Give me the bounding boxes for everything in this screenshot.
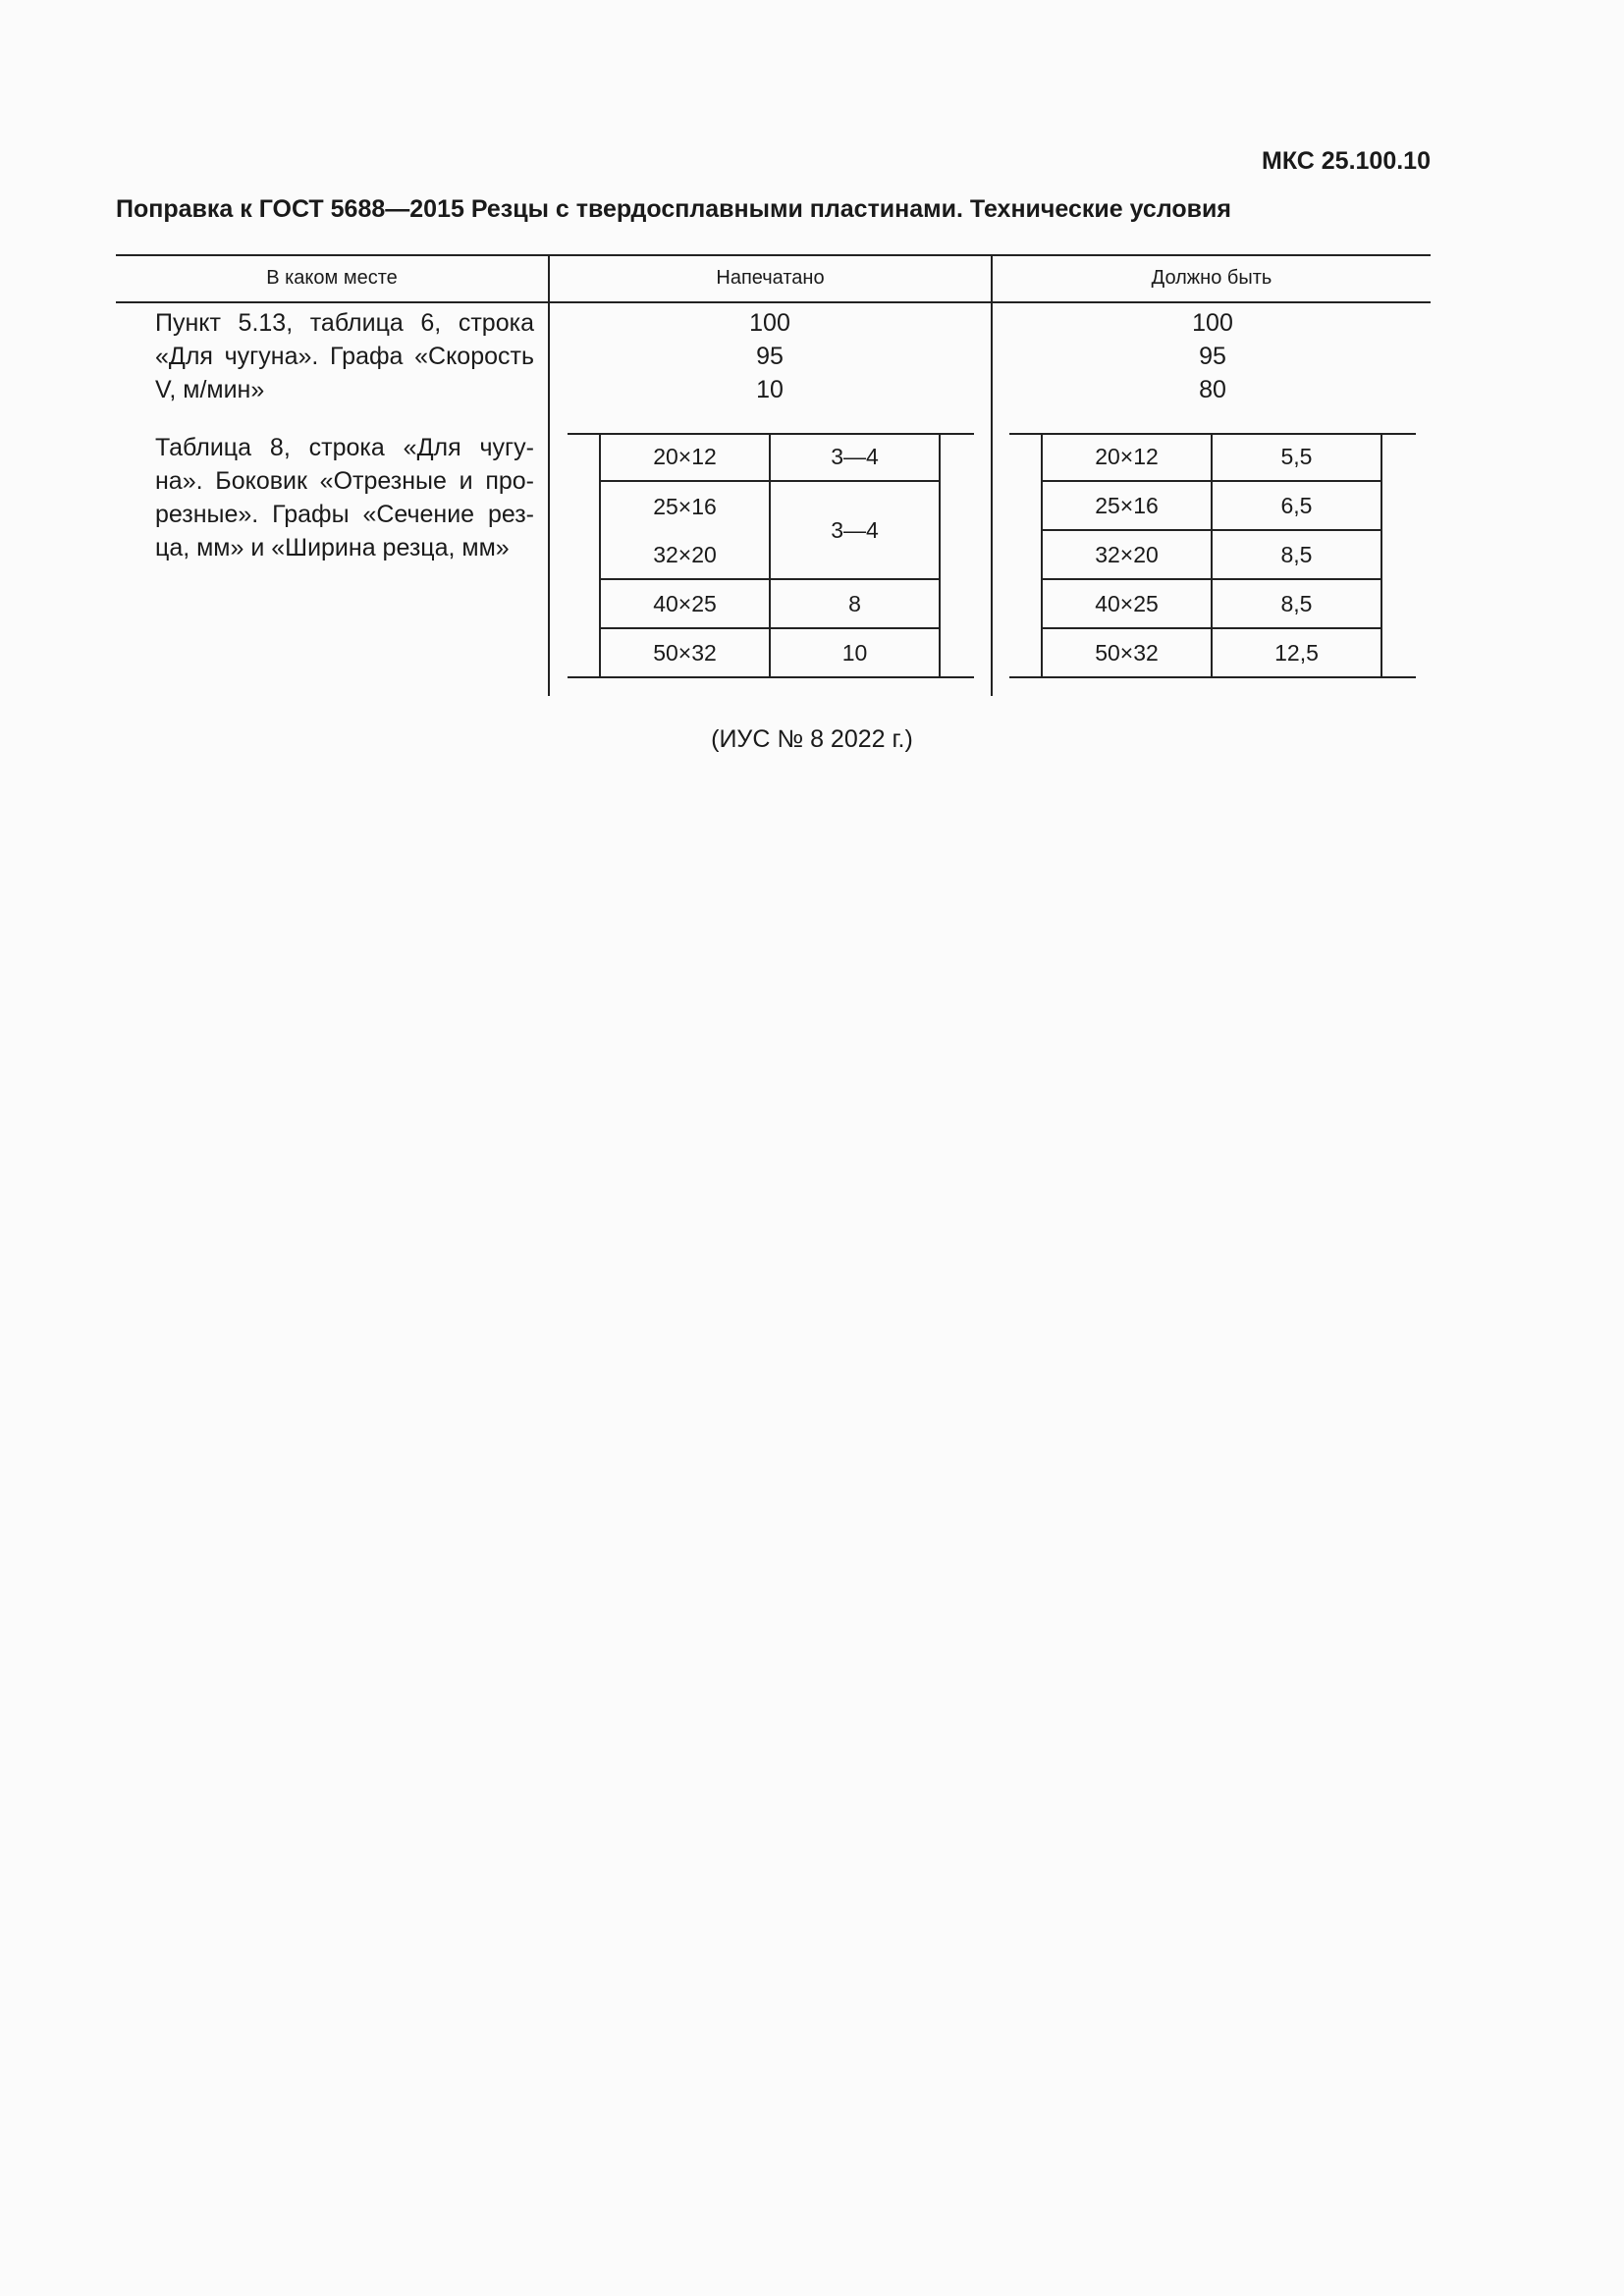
printed-width-cell: 10 bbox=[770, 628, 940, 677]
printed-value: 100 bbox=[749, 309, 790, 337]
row1-printed bbox=[550, 306, 990, 406]
should-be-subtable bbox=[1009, 433, 1416, 678]
printed-value: 10 bbox=[756, 376, 784, 403]
should-be-value: 100 bbox=[1192, 309, 1233, 337]
should-be-width-cell: 12,5 bbox=[1212, 628, 1381, 677]
printed-section-cell: 20×12 bbox=[600, 433, 770, 481]
should-be-width-cell: 8,5 bbox=[1212, 530, 1381, 579]
correction-table bbox=[116, 254, 1431, 696]
printed-width-cell: 8 bbox=[770, 579, 940, 628]
ius-reference: (ИУС № 8 2022 г.) bbox=[711, 725, 913, 753]
row1-where bbox=[155, 306, 534, 406]
printed-width-cell: 3—4 bbox=[770, 481, 940, 579]
should-be-value: 80 bbox=[1199, 376, 1226, 403]
row2-where-line: резные». Графы «Сечение рез- bbox=[155, 501, 534, 528]
printed-section-value: 25×16 bbox=[653, 494, 717, 519]
printed-subtable bbox=[568, 433, 974, 678]
printed-section-value: 32×20 bbox=[653, 542, 717, 567]
row2-where bbox=[155, 431, 534, 564]
printed-section-cell: 50×32 bbox=[600, 628, 770, 677]
should-be-width-cell: 8,5 bbox=[1212, 579, 1381, 628]
row2-where-line: ца, мм» и «Ширина резца, мм» bbox=[155, 534, 510, 561]
printed-value: 95 bbox=[756, 343, 784, 370]
header-where: В каком месте bbox=[266, 267, 398, 289]
should-be-section-cell: 50×32 bbox=[1042, 628, 1212, 677]
header-printed: Напечатано bbox=[716, 267, 825, 289]
header-should-be: Должно быть bbox=[1151, 267, 1272, 289]
printed-grid bbox=[599, 433, 941, 678]
row1-where-line: V, м/мин» bbox=[155, 376, 265, 403]
document-title: Поправка к ГОСТ 5688—2015 Резцы с твердосплавными пластинами. Технические условия bbox=[116, 195, 1231, 223]
header-bottom-rule bbox=[116, 301, 1431, 303]
should-be-grid bbox=[1041, 433, 1382, 678]
row2-where-line: на». Боковик «Отрезные и про- bbox=[155, 467, 534, 495]
should-be-section-cell: 32×20 bbox=[1042, 530, 1212, 579]
should-be-section-cell: 25×16 bbox=[1042, 481, 1212, 530]
should-be-section-cell: 20×12 bbox=[1042, 433, 1212, 481]
should-be-section-cell: 40×25 bbox=[1042, 579, 1212, 628]
mks-code: МКС 25.100.10 bbox=[1262, 147, 1431, 175]
printed-section-cell: 40×25 bbox=[600, 579, 770, 628]
should-be-width-cell: 5,5 bbox=[1212, 433, 1381, 481]
should-be-width-cell: 6,5 bbox=[1212, 481, 1381, 530]
row1-where-line: Пункт 5.13, таблица 6, строка bbox=[155, 309, 534, 337]
row2-where-line: Таблица 8, строка «Для чугу- bbox=[155, 434, 534, 461]
printed-width-cell: 3—4 bbox=[770, 433, 940, 481]
should-be-value: 95 bbox=[1199, 343, 1226, 370]
row1-should-be bbox=[993, 306, 1433, 406]
row1-where-line: «Для чугуна». Графа «Скорость bbox=[155, 343, 534, 370]
printed-section-cell bbox=[600, 481, 770, 579]
